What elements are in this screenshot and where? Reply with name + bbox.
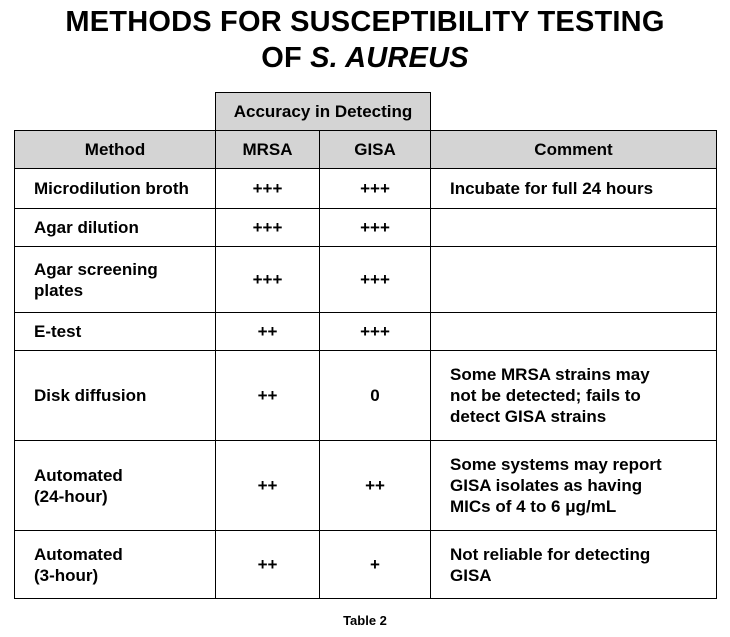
method-cell [15,351,216,441]
method-text: Microdilution broth [34,179,189,198]
title-organism: S. AUREUS [310,42,469,74]
susceptibility-table [14,92,717,599]
method-text: Agar dilution [34,218,139,237]
method-text: (3-hour) [34,565,99,585]
gisa-accuracy-cell: + [320,531,431,599]
empty-corner-right [431,93,717,131]
empty-corner [15,93,216,131]
mrsa-accuracy-cell: ++ [216,351,320,441]
comment-text: MICs of 4 to 6 μg/mL [450,497,617,516]
comment-text: detect GISA strains [450,407,607,426]
method-text: E-test [34,322,82,341]
page-title: METHODS FOR SUSCEPTIBILITY TESTING [65,6,665,38]
column-header-method: Method [15,131,216,169]
method-text: Agar screening [34,259,158,279]
method-text: Automated [34,465,123,485]
mrsa-accuracy-cell: ++ [216,313,320,351]
method-cell [15,247,216,313]
gisa-accuracy-cell: ++ [320,441,431,531]
table-row [15,247,717,313]
comment-text: Some systems may report [450,455,662,474]
mrsa-accuracy-cell: ++ [216,441,320,531]
table-row [15,169,717,209]
gisa-accuracy-cell: +++ [320,169,431,209]
column-header-gisa: GISA [320,131,431,169]
table-row [15,531,717,599]
comment-text: GISA isolates as having [450,476,643,495]
table-body [15,169,717,599]
comment-cell [431,531,717,599]
method-cell [15,209,216,247]
method-cell [15,313,216,351]
gisa-accuracy-cell: 0 [320,351,431,441]
mrsa-accuracy-cell: +++ [216,169,320,209]
mrsa-accuracy-cell: +++ [216,209,320,247]
comment-cell [431,169,717,209]
page-title-line2 [0,40,730,76]
mrsa-accuracy-cell: ++ [216,531,320,599]
title-prefix: OF [261,42,311,74]
comment-cell [431,351,717,441]
comment-cell [431,247,717,313]
column-header-mrsa: MRSA [216,131,320,169]
table-row [15,313,717,351]
comment-cell [431,313,717,351]
comment-text: not be detected; fails to [450,386,641,405]
group-header-accuracy: Accuracy in Detecting [216,93,431,131]
column-header-comment: Comment [431,131,717,169]
gisa-accuracy-cell: +++ [320,247,431,313]
gisa-accuracy-cell: +++ [320,313,431,351]
gisa-accuracy-cell: +++ [320,209,431,247]
method-text: (24-hour) [34,486,108,506]
comment-text: Not reliable for detecting [450,544,651,564]
mrsa-accuracy-cell: +++ [216,247,320,313]
comment-text: Some MRSA strains may [450,365,650,384]
method-cell [15,441,216,531]
comment-cell [431,209,717,247]
method-text: Disk diffusion [34,386,147,405]
method-text: plates [34,280,84,300]
table-row [15,351,717,441]
method-cell [15,531,216,599]
table-row [15,441,717,531]
method-text: Automated [34,544,123,564]
comment-text: Incubate for full 24 hours [450,179,654,198]
comment-cell [431,441,717,531]
comment-text: GISA [450,565,492,585]
table-caption: Table 2 [343,613,387,628]
table-row [15,209,717,247]
method-cell [15,169,216,209]
